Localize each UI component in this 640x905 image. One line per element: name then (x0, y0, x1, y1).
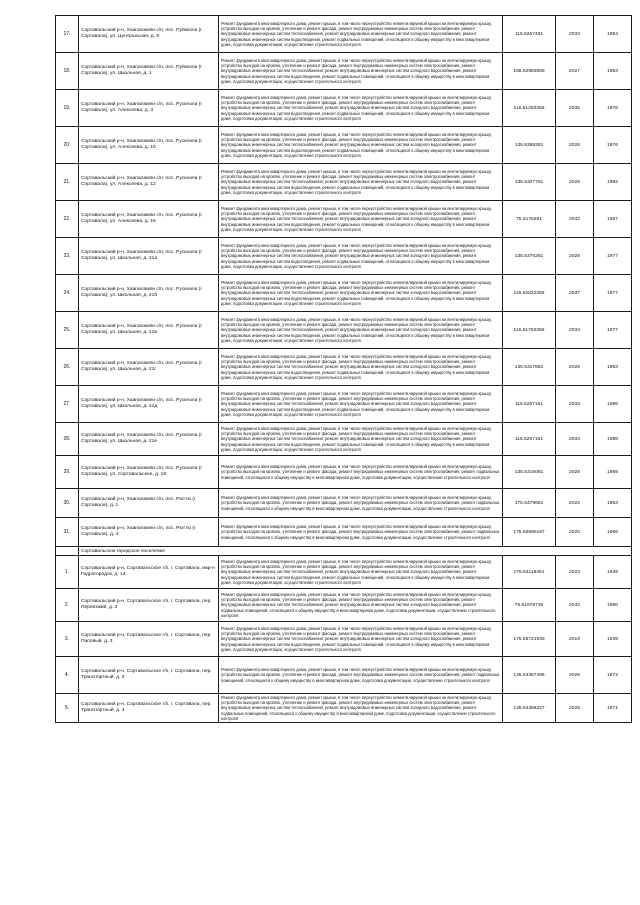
works-cell: Ремонт фундамента многоквартирного дома, ремонт крыши, в том числе переустройство невентилируемой крыши на вентилируемую крышу, устройство выходов на кровлю, утепление и ремонт фасада, ремонт внутридомовых инженерных систем электроснабжения, ремонт внутридомовых инженерных систем теплоснабжения, ремонт внутридомовых инженерных систем холодного водоснабжения, ремонт внутридомовых инженерных систем водоотведения, ремонт подвальных помещений, относящихся к общему имуществу в многоквартирном доме, подготовка документации, осуществление строительного контроля (219, 127, 503, 164)
works-cell: Ремонт фундамента многоквартирного дома, ремонт крыши, в том числе переустройство невентилируемой крыши на вентилируемую крышу, устройство выходов на кровлю, утепление и ремонт фасада, ремонт внутридомовых инженерных систем электроснабжения, ремонт внутридомовых инженерных систем теплоснабжения, ремонт внутридомовых инженерных систем холодного водоснабжения, ремонт внутридомовых инженерных систем водоотведения, ремонт подвальных помещений, относящихся к общему имуществу в многоквартирном доме, подготовка документации, осуществление строительного контроля (219, 275, 503, 312)
build-year-cell: 1983 (594, 349, 632, 386)
row-number: 3. (56, 622, 79, 657)
planned-year-cell: 2026 (556, 694, 594, 723)
table-row (56, 349, 632, 386)
value-cell: 75.51678735 (503, 589, 556, 622)
works-cell: Ремонт фундамента многоквартирного дома, ремонт крыши, в том числе переустройство невентилируемой крыши на вентилируемую крышу, устройство выходов на кровлю, утепление и ремонт фасада, ремонт внутридомовых инженерных систем электроснабжения, ремонт внутридомовых инженерных систем теплоснабжения, ремонт внутридомовых инженерных систем холодного водоснабжения, ремонт внутридомовых инженерных систем водоотведения, ремонт подвальных помещений, относящихся к общему имуществу в многоквартирном доме, подготовка документации, осуществление строительного контроля (219, 201, 503, 238)
table-row (56, 201, 632, 238)
build-year-cell: 1980 (594, 589, 632, 622)
row-number: 25. (56, 312, 79, 349)
address-cell: Сортавальский р-н, Хаапалампи с/п, пос. Рускеала (г Сортавала), ул. Школьная, д. 21г (79, 349, 219, 386)
value-cell: 175.5479661 (503, 489, 556, 518)
value-cell: 175.55721939 (503, 622, 556, 657)
value-cell: 115.5267481 (503, 16, 556, 53)
table-row (56, 275, 632, 312)
build-year-cell: 1971 (594, 694, 632, 723)
row-number: 4. (56, 657, 79, 694)
planned-year-cell: 2028 (556, 456, 594, 489)
value-cell: 115.5267161 (503, 386, 556, 423)
works-cell: Ремонт фундамента многоквартирного дома, ремонт крыши, в том числе переустройство невентилируемой крыши на вентилируемую крышу, устройство выходов на кровлю, утепление и ремонт фасада, ремонт внутридомовых инженерных систем электроснабжения, ремонт внутридомовых инженерных систем теплоснабжения, ремонт внутридомовых инженерных систем холодного водоснабжения, ремонт подвальных помещений, относящихся к общему имуществу в многоквартирном доме, подготовка документации, осуществление строительного контроля (219, 589, 503, 622)
address-cell: Сортавальский р-н, Сортавальское г/п, г. Сортавала, пер. Транспортный, д. 4 (79, 694, 219, 723)
address-cell: Сортавальский р-н, Сортавальское г/п, г. Сортавала, пер. Переезжий, д. 3 (79, 589, 219, 622)
section-title: Сортавальское городское поселение (79, 547, 632, 556)
table-row (56, 312, 632, 349)
table-row (56, 622, 632, 657)
address-cell: Сортавальский р-н, Хаапалампи с/п, пос. Рускеала (г Сортавала), ул. Сортавальское, д. 19 (79, 456, 219, 489)
works-cell: Ремонт фундамента многоквартирного дома, ремонт крыши, в том числе переустройство невентилируемой крыши на вентилируемую крышу, устройство выходов на кровлю, утепление и ремонт фасада, ремонт внутридомовых инженерных систем электроснабжения, ремонт внутридомовых инженерных систем теплоснабжения, ремонт внутридомовых инженерных систем холодного водоснабжения, ремонт внутридомовых инженерных систем водоотведения, ремонт подвальных помещений, относящихся к общему имуществу в многоквартирном доме, подготовка документации, осуществление строительного контроля (219, 53, 503, 90)
row-number: 19. (56, 90, 79, 127)
row-number: 28. (56, 423, 79, 456)
planned-year-cell: 2020 (556, 518, 594, 547)
value-cell: 135.5316061 (503, 456, 556, 489)
table-row (56, 657, 632, 694)
table-row (56, 589, 632, 622)
value-cell: 135.5317861 (503, 349, 556, 386)
works-cell: Ремонт фундамента многоквартирного дома, ремонт крыши, в том числе переустройство невентилируемой крыши на вентилируемую крышу, устройство выходов на кровлю, утепление и ремонт фасада, ремонт внутридомовых инженерных систем электроснабжения, ремонт подвальных помещений, относящихся к общему имуществу в многоквартирном доме, подготовка документации, осуществление строительного контроля (219, 518, 503, 547)
build-year-cell: 1939 (594, 622, 632, 657)
works-cell: Ремонт фундамента многоквартирного дома, ремонт крыши, в том числе переустройство невентилируемой крыши на вентилируемую крышу, устройство выходов на кровлю, утепление и ремонт фасада, ремонт внутридомовых инженерных систем электроснабжения, ремонт подвальных помещений, относящихся к общему имуществу в многоквартирном доме, подготовка документации, осуществление строительного контроля (219, 657, 503, 694)
address-cell: Сортавальский р-н, Хаапалампи с/п, пос. Рускеала (г Сортавала), ул. Школьная, д. 21а (79, 238, 219, 275)
value-cell: 115.5267161 (503, 423, 556, 456)
works-cell: Ремонт фундамента многоквартирного дома, ремонт крыши, в том числе переустройство невентилируемой крыши на вентилируемую крышу, устройство выходов на кровлю, утепление и ремонт фасада, ремонт внутридомовых инженерных систем электроснабжения, ремонт внутридомовых инженерных систем теплоснабжения, ремонт внутридомовых инженерных систем холодного водоснабжения, ремонт внутридомовых инженерных систем водоотведения, ремонт подвальных помещений, относящихся к общему имуществу в многоквартирном доме, подготовка документации, осуществление строительного контроля (219, 312, 503, 349)
row-number: 18. (56, 53, 79, 90)
value-cell: 75.5176281 (503, 201, 556, 238)
value-cell: 175.55590187 (503, 518, 556, 547)
table-row (56, 423, 632, 456)
address-cell: Сортавальский р-н, Сортавальское г/п, г. Сортавала, мкр-н Гидрогородок, д. 14 (79, 556, 219, 589)
table-row (56, 386, 632, 423)
table-row (56, 164, 632, 201)
value-cell: 155.52983659 (503, 53, 556, 90)
address-cell: Сортавальский р-н, Хаапалампи с/п, пос. Рускеала (г Сортавала), ул. Школьная, д. 21б (79, 275, 219, 312)
address-cell: Сортавальский р-н, Хаапалампи с/п, пос. Рускеала (г Сортавала), ул. Алексеева, д. 10 (79, 127, 219, 164)
value-cell: 135.5388381 (503, 127, 556, 164)
table-row (56, 518, 632, 547)
row-number: 24. (56, 275, 79, 312)
table-row (56, 53, 632, 90)
planned-year-cell: 2027 (556, 53, 594, 90)
address-cell: Сортавальский р-н, Хаапалампи с/п, пос. Рускеала (г Сортавала), ул. Алексеева, д. 3 (79, 90, 219, 127)
build-year-cell: 1939 (594, 556, 632, 589)
works-cell: Ремонт фундамента многоквартирного дома, ремонт крыши, в том числе переустройство невентилируемой крыши на вентилируемую крышу, устройство выходов на кровлю, утепление и ремонт фасада, ремонт внутридомовых инженерных систем электроснабжения, ремонт внутридомовых инженерных систем теплоснабжения, ремонт внутридомовых инженерных систем холодного водоснабжения, ремонт внутридомовых инженерных систем водоотведения, ремонт подвальных помещений, относящихся к общему имуществу в многоквартирном доме, подготовка документации, осуществление строительного контроля (219, 556, 503, 589)
works-cell: Ремонт фундамента многоквартирного дома, ремонт крыши, в том числе переустройство невентилируемой крыши на вентилируемую крышу, устройство выходов на кровлю, утепление и ремонт фасада, ремонт внутридомовых инженерных систем электроснабжения, ремонт внутридомовых инженерных систем теплоснабжения, ремонт внутридомовых инженерных систем холодного водоснабжения, ремонт внутридомовых инженерных систем водоотведения, ремонт подвальных помещений, относящихся к общему имуществу в многоквартирном доме, подготовка документации, осуществление строительного контроля (219, 386, 503, 423)
planned-year-cell: 2033 (556, 16, 594, 53)
planned-year-cell: 2026 (556, 657, 594, 694)
row-number: 5. (56, 694, 79, 723)
value-cell: 175.54118491 (503, 556, 556, 589)
address-cell: Сортавальский р-н, Сортавальское г/п, г. Сортавала, пер. Транспортный, д. 2 (79, 657, 219, 694)
build-year-cell: 1969 (594, 456, 632, 489)
address-cell: Сортавальский р-н, Хаапалампи с/п, пос. Пуйккола (г Сортавала), ул. Школьная, д. 1 (79, 53, 219, 90)
build-year-cell: 1982 (594, 164, 632, 201)
works-cell: Ремонт фундамента многоквартирного дома, ремонт крыши, в том числе переустройство невентилируемой крыши на вентилируемую крышу, устройство выходов на кровлю, утепление и ремонт фасада, ремонт внутридомовых инженерных систем электроснабжения, ремонт внутридомовых инженерных систем теплоснабжения, ремонт внутридомовых инженерных систем холодного водоснабжения, ремонт внутридомовых инженерных систем водоотведения, ремонт подвальных помещений, относящихся к общему имуществу в многоквартирном доме, подготовка документации, осуществление строительного контроля (219, 622, 503, 657)
build-year-cell: 1966 (594, 518, 632, 547)
works-cell: Ремонт фундамента многоквартирного дома, ремонт крыши, в том числе переустройство невентилируемой крыши на вентилируемую крышу, устройство выходов на кровлю, утепление и ремонт фасада, ремонт внутридомовых инженерных систем электроснабжения, ремонт внутридомовых инженерных систем теплоснабжения, ремонт внутридомовых инженерных систем холодного водоснабжения, ремонт внутридомовых инженерных систем водоотведения, ремонт подвальных помещений, относящихся к общему имуществу в многоквартирном доме, подготовка документации, осуществление строительного контроля (219, 164, 503, 201)
build-year-cell: 1976 (594, 127, 632, 164)
address-cell: Сортавальский р-н, Хаапалампи с/п, пос. Рускеала (г Сортавала), ул. Алексеева, д. 16 (79, 201, 219, 238)
table-row (56, 127, 632, 164)
section-row (56, 547, 632, 556)
planned-year-cell: 2042 (556, 589, 594, 622)
address-cell: Сортавальский р-н, Хаапалампи с/п, пос. Рюттю (г Сортавала), д. 4 (79, 518, 219, 547)
planned-year-cell: 2023 (556, 556, 594, 589)
works-cell: Ремонт фундамента многоквартирного дома, ремонт крыши, в том числе переустройство невентилируемой крыши на вентилируемую крышу, устройство выходов на кровлю, утепление и ремонт фасада, ремонт внутридомовых инженерных систем электроснабжения, ремонт внутридомовых инженерных систем теплоснабжения, ремонт внутридомовых инженерных систем холодного водоснабжения, ремонт внутридомовых инженерных систем водоотведения, ремонт подвальных помещений, относящихся к общему имуществу в многоквартирном доме, подготовка документации, осуществление строительного контроля (219, 238, 503, 275)
works-cell: Ремонт фундамента многоквартирного дома, ремонт крыши, в том числе переустройство невентилируемой крыши на вентилируемую крышу, устройство выходов на кровлю, утепление и ремонт фасада, ремонт внутридомовых инженерных систем электроснабжения, ремонт подвальных помещений, относящихся к общему имуществу в многоквартирном доме, подготовка документации, осуществление строительного контроля (219, 456, 503, 489)
row-number: 1. (56, 556, 79, 589)
planned-year-cell: 2028 (556, 349, 594, 386)
build-year-cell: 1988 (594, 423, 632, 456)
build-year-cell: 1972 (594, 657, 632, 694)
value-cell: 135.53387496 (503, 657, 556, 694)
address-cell: Сортавальский р-н, Хаапалампи с/п, пос. Рускеала (г Сортавала), ул. Школьная, д. 21е (79, 423, 219, 456)
planned-year-cell: 2035 (556, 90, 594, 127)
table-row (56, 489, 632, 518)
value-cell: 135.5376281 (503, 238, 556, 275)
planned-year-cell: 2034 (556, 312, 594, 349)
row-number: 21. (56, 164, 79, 201)
row-number: 20. (56, 127, 79, 164)
planned-year-cell: 2022 (556, 489, 594, 518)
build-year-cell: 1977 (594, 238, 632, 275)
works-cell: Ремонт фундамента многоквартирного дома, ремонт крыши, в том числе переустройство невентилируемой крыши на вентилируемую крышу, устройство выходов на кровлю, утепление и ремонт фасада, ремонт внутридомовых инженерных систем электроснабжения, ремонт внутридомовых инженерных систем теплоснабжения, ремонт внутридомовых инженерных систем холодного водоснабжения, ремонт внутридомовых инженерных систем водоотведения, ремонт подвальных помещений, относящихся к общему имуществу в многоквартирном доме, подготовка документации, осуществление строительного контроля (219, 349, 503, 386)
works-cell: Ремонт фундамента многоквартирного дома, ремонт крыши, в том числе переустройство невентилируемой крыши на вентилируемую крышу, устройство выходов на кровлю, утепление и ремонт фасада, ремонт внутридомовых инженерных систем электроснабжения, ремонт подвальных помещений, относящихся к общему имуществу в многоквартирном доме, подготовка документации, осуществление строительного контроля (219, 489, 503, 518)
value-cell: 135.5327761 (503, 164, 556, 201)
row-number: 22. (56, 201, 79, 238)
row-number: 27. (56, 386, 79, 423)
works-cell: Ремонт фундамента многоквартирного дома, ремонт крыши, в том числе переустройство невентилируемой крыши на вентилируемую крышу, устройство выходов на кровлю, утепление и ремонт фасада, ремонт внутридомовых инженерных систем электроснабжения, ремонт внутридомовых инженерных систем теплоснабжения, ремонт внутридомовых инженерных систем холодного водоснабжения, ремонт внутридомовых инженерных систем водоотведения, ремонт подвальных помещений, относящихся к общему имуществу в многоквартирном доме, подготовка документации, осуществление строительного контроля (219, 16, 503, 53)
address-cell: Сортавальский р-н, Хаапалампи с/п, пос. Рускеала (г Сортавала), ул. Школьная, д. 21д (79, 386, 219, 423)
row-number: 29. (56, 456, 79, 489)
address-cell: Сортавальский р-н, Хаапалампи с/п, пос. Рускеала (г Сортавала), ул. Школьная, д. 21в (79, 312, 219, 349)
address-cell: Сортавальский р-н, Сортавальское г/п, г. Сортавала, пер. Паповый, д. 3 (79, 622, 219, 657)
planned-year-cell: 2033 (556, 386, 594, 423)
row-number: 26. (56, 349, 79, 386)
planned-year-cell: 2037 (556, 275, 594, 312)
row-number: 23. (56, 238, 79, 275)
build-year-cell: 1977 (594, 312, 632, 349)
table-row (56, 16, 632, 53)
row-number: 17. (56, 16, 79, 53)
works-cell: Ремонт фундамента многоквартирного дома, ремонт крыши, в том числе переустройство невентилируемой крыши на вентилируемую крышу, устройство выходов на кровлю, утепление и ремонт фасада, ремонт внутридомовых инженерных систем электроснабжения, ремонт внутридомовых инженерных систем теплоснабжения, ремонт внутридомовых инженерных систем холодного водоснабжения, ремонт внутридомовых инженерных систем водоотведения, ремонт подвальных помещений, относящихся к общему имуществу в многоквартирном доме, подготовка документации, осуществление строительного контроля (219, 423, 503, 456)
repair-program-table (55, 15, 632, 723)
value-cell: 115.51283355 (503, 90, 556, 127)
section-spacer (56, 547, 79, 556)
planned-year-cell: 2042 (556, 201, 594, 238)
row-number: 2. (56, 589, 79, 622)
build-year-cell: 1963 (594, 489, 632, 518)
build-year-cell: 1984 (594, 53, 632, 90)
planned-year-cell: 2019 (556, 622, 594, 657)
planned-year-cell: 2029 (556, 164, 594, 201)
build-year-cell: 1976 (594, 90, 632, 127)
planned-year-cell: 2033 (556, 423, 594, 456)
table-row (56, 456, 632, 489)
table-row (56, 556, 632, 589)
document-page (55, 15, 631, 723)
row-number: 31. (56, 518, 79, 547)
table-body (56, 16, 632, 723)
table-row (56, 694, 632, 723)
row-number: 30. (56, 489, 79, 518)
table-row (56, 90, 632, 127)
value-cell: 115.52822355 (503, 275, 556, 312)
works-cell: Ремонт фундамента многоквартирного дома, ремонт крыши, в том числе переустройство невентилируемой крыши на вентилируемую крышу, устройство выходов на кровлю, утепление и ремонт фасада, ремонт внутридомовых инженерных систем электроснабжения, ремонт внутридомовых инженерных систем теплоснабжения, ремонт внутридомовых инженерных систем холодного водоснабжения, ремонт подвальных помещений, относящихся к общему имуществу в многоквартирном доме, подготовка документации, осуществление строительного контроля (219, 694, 503, 723)
address-cell: Сортавальский р-н, Хаапалампи с/п, пос. Пуйккола (г Сортавала), ул. Центральная, д. 9 (79, 16, 219, 53)
planned-year-cell: 2028 (556, 238, 594, 275)
table-row (56, 238, 632, 275)
value-cell: 135.53386327 (503, 694, 556, 723)
address-cell: Сортавальский р-н, Хаапалампи с/п, пос. Рюттю (г Сортавала), д. 1 (79, 489, 219, 518)
works-cell: Ремонт фундамента многоквартирного дома, ремонт крыши, в том числе переустройство невентилируемой крыши на вентилируемую крышу, устройство выходов на кровлю, утепление и ремонт фасада, ремонт внутридомовых инженерных систем электроснабжения, ремонт внутридомовых инженерных систем теплоснабжения, ремонт внутридомовых инженерных систем холодного водоснабжения, ремонт внутридомовых инженерных систем водоотведения, ремонт подвальных помещений, относящихся к общему имуществу в многоквартирном доме, подготовка документации, осуществление строительного контроля (219, 90, 503, 127)
value-cell: 115.51762355 (503, 312, 556, 349)
address-cell: Сортавальский р-н, Хаапалампи с/п, пос. Рускеала (г Сортавала), ул. Алексеева, д. 12 (79, 164, 219, 201)
build-year-cell: 1986 (594, 386, 632, 423)
build-year-cell: 1987 (594, 201, 632, 238)
planned-year-cell: 2028 (556, 127, 594, 164)
build-year-cell: 1984 (594, 16, 632, 53)
build-year-cell: 1977 (594, 275, 632, 312)
